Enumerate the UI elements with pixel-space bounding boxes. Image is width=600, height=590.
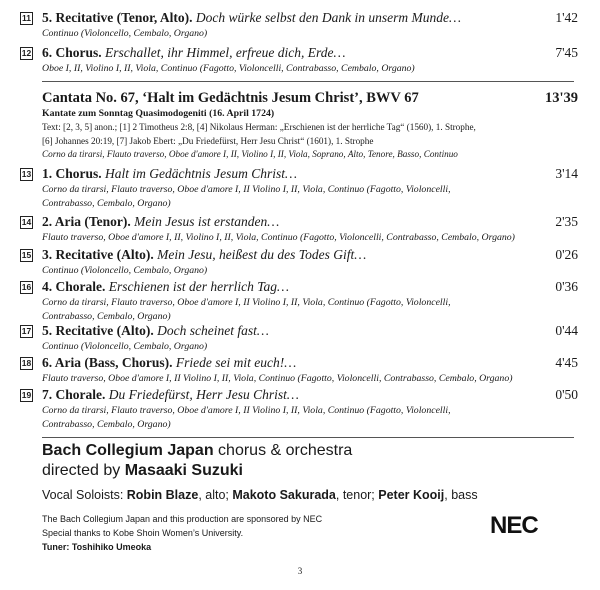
cantata-scoring: Corno da tirarsi, Flauto traverso, Oboe d'amore I, II, Violino I, II, Viola, Soprano, Alto, Tenore, Basso, Continuo — [42, 149, 458, 159]
track-duration: 0'36 — [555, 279, 578, 294]
vocal-soloists — [42, 488, 478, 502]
track-instruments: Continuo (Violoncello, Cembalo, Organo) — [42, 28, 208, 39]
track-duration: 2'35 — [555, 214, 578, 229]
track-title — [42, 355, 296, 371]
movement-text: Erschienen ist der herrlich Tag… — [108, 279, 289, 294]
track-duration: 7'45 — [555, 45, 578, 60]
track-instruments — [42, 404, 582, 432]
nec-logo: NEC — [490, 512, 538, 539]
movement-text: Halt im Gedächtnis Jesum Christ… — [105, 166, 298, 181]
directed-prefix: directed by — [42, 462, 125, 479]
movement-label: 7. Chorale. — [42, 387, 106, 402]
text-sources — [42, 121, 582, 162]
cantata-title: Cantata No. 67, ‘Halt im Gedächtnis Jesum Christ’, BWV 67 — [42, 90, 419, 106]
divider — [42, 437, 574, 438]
movement-text: Mein Jesu, heißest du des Todes Gift… — [157, 247, 367, 262]
ensemble-description: chorus & orchestra — [213, 442, 353, 459]
movement-text: Du Friedefürst, Herr Jesu Christ… — [108, 387, 299, 402]
soloist-role: , tenor; — [335, 488, 379, 502]
track-number: 13 — [21, 169, 32, 179]
track-duration: 4'45 — [555, 355, 578, 370]
track-number: 16 — [21, 282, 32, 292]
movement-label: 4. Chorale. — [42, 279, 106, 294]
track-instruments: Continuo (Violoncello, Cembalo, Organo) — [42, 341, 208, 352]
cantata-subtitle: Kantate zum Sonntag Quasimodogeniti (16. April 1724) — [42, 108, 275, 119]
track-duration: 0'44 — [555, 323, 578, 338]
instruments-line: Corno da tirarsi, Flauto traverso, Oboe d'amore I, II Violino I, II, Viola, Continuo (Fagotto, Violoncelli, — [42, 184, 451, 195]
director-credit — [42, 462, 243, 480]
cantata-duration: 13'39 — [544, 90, 578, 106]
soloist-name: Peter Kooij — [378, 488, 445, 502]
track-duration: 0'50 — [555, 387, 578, 402]
tuner-label: Tuner: — [42, 542, 72, 552]
track-instruments — [42, 183, 582, 211]
track-instruments — [42, 296, 582, 324]
track-instruments: Flauto traverso, Oboe d'amore I, II Violino I, II, Viola, Continuo (Fagotto, Violoncelli, Contrabasso, Cembalo, Organo) — [42, 373, 513, 384]
ensemble-name: Bach Collegium Japan — [42, 442, 214, 459]
movement-text: Erschallet, ihr Himmel, erfreue dich, Erde… — [105, 45, 346, 60]
track-number: 14 — [21, 217, 32, 227]
track-instruments: Oboe I, II, Violino I, II, Viola, Continuo (Fagotto, Violoncelli, Contrabasso, Cembalo, Organo) — [42, 63, 415, 74]
instruments-line: Contrabasso, Cembalo, Organo) — [42, 311, 171, 322]
track-number: 17 — [21, 326, 32, 336]
track-title — [42, 387, 299, 403]
track-instruments: Flauto traverso, Oboe d'amore I, II, Violino I, II, Viola, Continuo (Fagotto, Violoncelli, Contrabasso, Cembalo, Organo) — [42, 232, 515, 243]
soloist-name: Robin Blaze — [126, 488, 199, 502]
movement-text: Mein Jesus ist erstanden… — [134, 214, 280, 229]
movement-label: 5. Recitative (Tenor, Alto). — [42, 10, 193, 25]
thanks-line: Special thanks to Kobe Shoin Women’s University. — [42, 528, 244, 538]
track-duration: 3'14 — [555, 166, 578, 181]
track-title — [42, 247, 366, 263]
movement-label: 1. Chorus. — [42, 166, 102, 181]
movement-text: Doch scheinet fast… — [157, 323, 269, 338]
track-title — [42, 214, 279, 230]
movement-label: 6. Aria (Bass, Chorus). — [42, 355, 173, 370]
tuner-name: Toshihiko Umeoka — [71, 542, 152, 552]
track-number: 11 — [22, 13, 31, 23]
track-title — [42, 45, 345, 61]
movement-text: Doch würke selbst den Dank in unserm Munde… — [195, 10, 461, 25]
instruments-line: Corno da tirarsi, Flauto traverso, Oboe d'amore I, II Violino I, II, Viola, Continuo (Fagotto, Violoncelli, — [42, 405, 451, 416]
ensemble-credit — [42, 442, 352, 460]
instruments-line: Contrabasso, Cembalo, Organo) — [42, 419, 171, 430]
vocal-prefix: Vocal Soloists: — [42, 488, 127, 502]
movement-label: 3. Recitative (Alto). — [42, 247, 154, 262]
track-title — [42, 323, 269, 339]
conductor-name: Masaaki Suzuki — [124, 462, 243, 479]
text-sources-line: Text: [2, 3, 5] anon.; [1] 2 Timotheus 2:8, [4] Nikolaus Herman: „Erschienen ist der herrliche Tag“ (1560), 1. Strophe, — [42, 122, 476, 132]
movement-text: Friede sei mit euch!… — [175, 355, 297, 370]
track-duration: 1'42 — [555, 10, 578, 25]
movement-label: 5. Recitative (Alto). — [42, 323, 154, 338]
track-instruments: Continuo (Violoncello, Cembalo, Organo) — [42, 265, 208, 276]
text-sources-line: [6] Johannes 20:19, [7] Jakob Ebert: „Du Friedefürst, Herr Jesu Christ“ (1601), 1. Strophe — [42, 135, 374, 146]
movement-label: 2. Aria (Tenor). — [42, 214, 131, 229]
track-number: 19 — [21, 390, 32, 400]
track-number: 15 — [21, 250, 32, 260]
track-title — [42, 10, 461, 26]
track-number: 18 — [21, 358, 32, 368]
instruments-line: Contrabasso, Cembalo, Organo) — [42, 198, 171, 209]
soloist-role: , bass — [444, 488, 478, 502]
movement-label: 6. Chorus. — [42, 45, 102, 60]
track-title — [42, 279, 289, 295]
track-number: 12 — [21, 48, 32, 58]
sponsor-line: The Bach Collegium Japan and this production are sponsored by NEC — [42, 514, 323, 524]
page-number: 3 — [297, 566, 303, 576]
tuner-credit — [42, 542, 151, 552]
track-duration: 0'26 — [555, 247, 578, 262]
soloist-role: , alto; — [198, 488, 233, 502]
soloist-name: Makoto Sakurada — [232, 488, 336, 502]
instruments-line: Corno da tirarsi, Flauto traverso, Oboe d'amore I, II Violino I, II, Viola, Continuo (Fagotto, Violoncelli, — [42, 297, 451, 308]
divider — [42, 81, 574, 82]
track-title — [42, 166, 297, 182]
